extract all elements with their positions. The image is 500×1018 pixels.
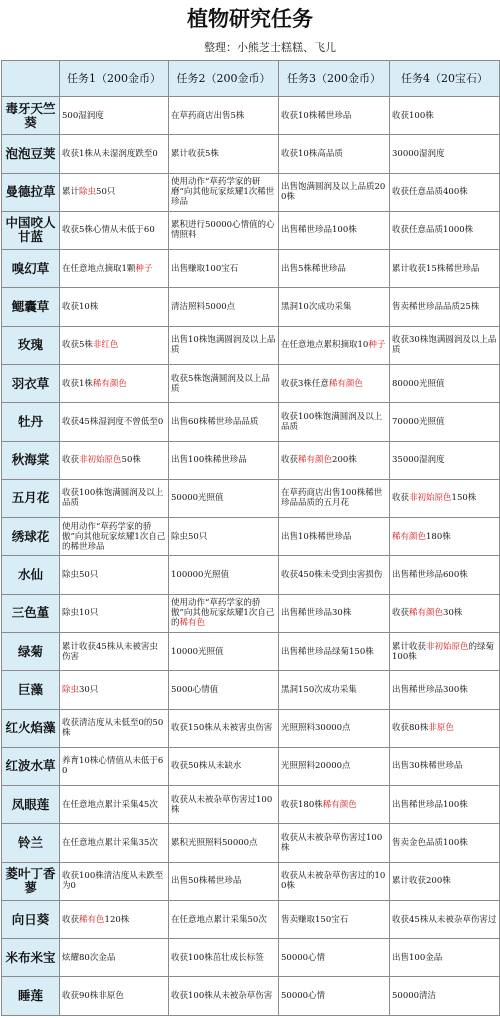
table-row	[2, 250, 500, 288]
task-text: 收获30株饱满圆润及以上品质	[392, 335, 497, 356]
highlight-text: 稀有色	[179, 618, 206, 629]
task-text: 出售稀世珍品30株	[281, 608, 352, 619]
task-cell-4	[390, 173, 500, 211]
plant-name: 红波水草	[2, 747, 60, 785]
task-text: 收获3株任意	[281, 378, 329, 389]
task-text: 收获80株	[392, 723, 429, 734]
task-text: 出售稀世珍品绿菊150株	[281, 646, 374, 657]
plant-name: 巨藻	[2, 671, 60, 709]
plant-name: 向日葵	[2, 900, 60, 938]
task-cell-4	[390, 900, 500, 938]
task-text: 收获5株饱满圆润及以上品质	[171, 373, 270, 394]
task-cell-2	[169, 862, 279, 900]
table-row	[2, 211, 500, 249]
plant-name: 铃兰	[2, 824, 60, 862]
task-cell-2	[169, 326, 279, 364]
task-cell-4	[390, 671, 500, 709]
task-text: 养育10株心情值从未低于60	[62, 756, 164, 777]
page-subtitle: 整理：小熊芝士糕糕、飞儿	[204, 41, 336, 54]
task-text: 30000湿润度	[392, 148, 445, 159]
task-cell-4	[390, 403, 500, 441]
task-text: 70000光照值	[392, 416, 445, 427]
highlight-text: 非初始原色	[79, 455, 122, 466]
table-row	[2, 747, 500, 785]
task-cell-3	[279, 441, 390, 479]
table-row	[2, 977, 500, 1016]
task-text: 在任意地点累计采集45次	[62, 799, 158, 810]
task-text: 收获100株饱满圆润及以上品质	[281, 411, 383, 432]
task-cell-4	[390, 479, 500, 517]
task-cell-1	[60, 211, 169, 249]
task-text: 500湿润度	[62, 110, 104, 121]
task-text: 的绿菊100株	[392, 641, 495, 662]
task-text: 累计	[62, 187, 80, 198]
task-text: 收获45株从未被杂草伤害过	[392, 914, 497, 925]
task-text: 售卖稀世珍品品质25株	[392, 302, 480, 313]
highlight-text: 稀有颜色	[409, 608, 444, 619]
task-text: 收获100株清洁度从未跌至为0	[62, 871, 164, 892]
highlight-text: 种子	[368, 340, 386, 351]
task-text: 200株	[332, 455, 357, 466]
task-text: 出售50株稀世珍品	[171, 876, 242, 887]
task-text: 5000心情值	[171, 684, 219, 695]
plant-name: 曼德拉草	[2, 173, 60, 211]
task-cell-4	[390, 211, 500, 249]
task-cell-4	[390, 518, 500, 556]
plant-name: 羽衣草	[2, 364, 60, 402]
task-cell-1	[60, 97, 169, 135]
task-cell-4	[390, 441, 500, 479]
plant-name: 泡泡豆荚	[2, 135, 60, 173]
task-text: 收获100株饱满圆润及以上品质	[62, 488, 164, 509]
task-cell-3	[279, 288, 390, 326]
table-row	[2, 594, 500, 632]
task-cell-4	[390, 862, 500, 900]
task-text: 收获10株稀世珍品	[281, 110, 352, 121]
task-cell-4	[390, 326, 500, 364]
table-row	[2, 135, 500, 173]
task-text: 出售赚取100宝石	[171, 263, 239, 274]
task-text: 收获90株非原色	[62, 991, 124, 1002]
table-body	[2, 97, 500, 1016]
task-cell-3	[279, 326, 390, 364]
task-cell-1	[60, 479, 169, 517]
task-text: 收获5株	[62, 340, 93, 351]
task-cell-4	[390, 135, 500, 173]
task-cell-3	[279, 900, 390, 938]
task-text: 除虫50只	[62, 570, 99, 581]
plant-name: 凤眼莲	[2, 786, 60, 824]
task-cell-2	[169, 479, 279, 517]
task-cell-4	[390, 632, 500, 670]
task-text: 出售100株稀世珍品	[171, 455, 247, 466]
task-cell-3	[279, 709, 390, 747]
plant-name: 玫瑰	[2, 326, 60, 364]
task-cell-3	[279, 211, 390, 249]
task-text: 使用动作“草药学家的骄傲”向其他玩家炫耀1次自己的	[171, 598, 275, 629]
table-row	[2, 364, 500, 402]
task-text: 收获	[62, 914, 80, 925]
task-text: 出售10株饱满圆润及以上品质	[171, 335, 276, 356]
task-text: 收获45株湿润度不曾低至0	[62, 416, 164, 427]
plant-name: 红火焰藻	[2, 709, 60, 747]
task-text: 出售稀世珍品300株	[392, 684, 468, 695]
task-cell-4	[390, 288, 500, 326]
table-row	[2, 326, 500, 364]
highlight-text: 稀有颜色	[298, 455, 333, 466]
task-text: 收获从未被杂草伤害过的100株	[281, 871, 386, 892]
task-cell-3	[279, 862, 390, 900]
table-row	[2, 479, 500, 517]
plant-name: 毒牙天竺葵	[2, 97, 60, 135]
plant-name: 三色堇	[2, 594, 60, 632]
highlight-text: 非初始原色	[409, 493, 452, 504]
task-cell-2	[169, 977, 279, 1016]
task-text: 出售100金品	[392, 952, 443, 963]
header-task-4: 任务4（20宝石）	[390, 61, 500, 97]
task-cell-4	[390, 250, 500, 288]
task-cell-1	[60, 364, 169, 402]
plant-name: 嗅幻草	[2, 250, 60, 288]
task-cell-4	[390, 786, 500, 824]
plant-name: 绣球花	[2, 518, 60, 556]
task-cell-2	[169, 709, 279, 747]
task-cell-3	[279, 594, 390, 632]
task-text: 收获5株心情从未低于60	[62, 225, 155, 236]
highlight-text: 非初始原色	[426, 641, 469, 652]
task-cell-2	[169, 594, 279, 632]
task-text: 收获1株从未湿润度跌至0	[62, 148, 158, 159]
task-text: 50只	[96, 187, 116, 198]
task-cell-2	[169, 786, 279, 824]
task-text: 出售60株稀世珍品品质	[171, 416, 259, 427]
task-text: 收获450株未受到虫害损伤	[281, 570, 383, 581]
task-text: 30株	[443, 608, 463, 619]
task-text: 30只	[79, 684, 99, 695]
task-cell-3	[279, 364, 390, 402]
highlight-text: 除虫	[79, 187, 97, 198]
table-row	[2, 824, 500, 862]
task-cell-4	[390, 709, 500, 747]
highlight-text: 稀有颜色	[92, 378, 127, 389]
plant-name: 水仙	[2, 556, 60, 594]
task-cell-3	[279, 786, 390, 824]
task-text: 收获	[392, 493, 410, 504]
plant-name: 牡丹	[2, 403, 60, 441]
task-text: 80000光照值	[392, 378, 445, 389]
task-text: 100000光照值	[171, 570, 229, 581]
task-text: 累计收获5株	[171, 148, 219, 159]
task-cell-2	[169, 364, 279, 402]
task-text: 收获100株	[392, 110, 434, 121]
task-cell-1	[60, 939, 169, 977]
task-text: 黑洞150次成功采集	[281, 684, 357, 695]
task-text: 出售30株稀世珍品	[392, 761, 463, 772]
task-cell-1	[60, 900, 169, 938]
task-text: 150株	[451, 493, 477, 504]
task-cell-2	[169, 173, 279, 211]
task-cell-2	[169, 250, 279, 288]
task-cell-1	[60, 747, 169, 785]
task-cell-2	[169, 135, 279, 173]
task-text: 收获180株	[281, 799, 323, 810]
task-text: 收获清洁度从未低至0的50株	[62, 718, 164, 739]
task-cell-2	[169, 939, 279, 977]
plant-name: 秋海棠	[2, 441, 60, 479]
task-text: 在任意地点累积摘取10	[281, 340, 369, 351]
task-cell-4	[390, 364, 500, 402]
task-text: 使用动作“草药学家的研磨”向其他玩家炫耀1次稀世珍品	[171, 177, 275, 208]
task-text: 收获150株从未被害虫伤害	[171, 723, 273, 734]
task-cell-3	[279, 939, 390, 977]
task-cell-1	[60, 556, 169, 594]
page-title: 植物研究任务	[187, 6, 313, 31]
task-text: 50株	[121, 455, 141, 466]
task-cell-2	[169, 288, 279, 326]
task-cell-2	[169, 671, 279, 709]
task-text: 50000光照值	[171, 493, 224, 504]
task-text: 收获从未被杂草伤害过100株	[171, 794, 273, 815]
task-cell-3	[279, 479, 390, 517]
task-cell-2	[169, 900, 279, 938]
task-cell-3	[279, 824, 390, 862]
task-cell-4	[390, 824, 500, 862]
header-corner	[2, 61, 60, 97]
table-row	[2, 786, 500, 824]
highlight-text: 非原色	[428, 723, 454, 734]
header-task-1: 任务1（200金币）	[60, 61, 169, 97]
task-cell-4	[390, 939, 500, 977]
task-text: 收获10株高品质	[281, 148, 343, 159]
task-cell-4	[390, 97, 500, 135]
task-text: 收获	[62, 455, 80, 466]
task-cell-1	[60, 518, 169, 556]
task-text: 50000心情	[281, 952, 326, 963]
highlight-text: 除虫	[62, 684, 80, 695]
task-cell-1	[60, 135, 169, 173]
task-text: 收获100株从未被杂草伤害	[171, 991, 273, 1002]
plant-name: 菱叶丁香蓼	[2, 862, 60, 900]
task-cell-1	[60, 824, 169, 862]
header-task-2: 任务2（200金币）	[169, 61, 279, 97]
task-text: 使用动作“草药学家的骄傲”向其他玩家炫耀1次自己的稀世珍品	[62, 521, 166, 552]
task-cell-1	[60, 671, 169, 709]
task-cell-2	[169, 441, 279, 479]
plant-name: 绿菊	[2, 632, 60, 670]
task-cell-4	[390, 747, 500, 785]
task-cell-2	[169, 632, 279, 670]
plant-name: 鳃囊草	[2, 288, 60, 326]
task-cell-1	[60, 250, 169, 288]
task-text: 黑洞10次成功采集	[281, 302, 352, 313]
task-cell-1	[60, 862, 169, 900]
task-cell-1	[60, 326, 169, 364]
task-text: 除虫50只	[171, 531, 208, 542]
table-row	[2, 632, 500, 670]
task-text: 累积进行50000心情值的心情照料	[171, 220, 275, 241]
task-text: 180株	[426, 531, 451, 542]
task-text: 累计收获200株	[392, 876, 451, 887]
table-row	[2, 173, 500, 211]
task-cell-3	[279, 671, 390, 709]
task-text: 在任意地点累计采集35次	[62, 837, 158, 848]
highlight-text: 稀有颜色	[322, 799, 357, 810]
task-text: 收获50株从未缺水	[171, 761, 242, 772]
highlight-text: 稀有颜色	[328, 378, 363, 389]
task-cell-2	[169, 211, 279, 249]
task-cell-3	[279, 250, 390, 288]
table-row	[2, 556, 500, 594]
task-cell-1	[60, 709, 169, 747]
task-cell-2	[169, 518, 279, 556]
task-text: 光照照料30000点	[281, 723, 351, 734]
task-text: 出售5株稀世珍品	[281, 263, 346, 274]
task-cell-1	[60, 403, 169, 441]
task-text: 出售稀世珍品600株	[392, 570, 468, 581]
table-header-row	[2, 61, 500, 97]
task-cell-3	[279, 97, 390, 135]
task-cell-3	[279, 518, 390, 556]
task-cell-1	[60, 786, 169, 824]
task-cell-2	[169, 403, 279, 441]
plant-name: 米布米宝	[2, 939, 60, 977]
task-text: 收获任意品质400株	[392, 187, 468, 198]
task-cell-2	[169, 556, 279, 594]
task-cell-3	[279, 632, 390, 670]
task-text: 累计收获45株从未被害虫伤害	[62, 641, 158, 662]
task-cell-3	[279, 173, 390, 211]
task-text: 50000心情	[281, 991, 326, 1002]
header-task-3: 任务3（200金币）	[279, 61, 390, 97]
task-text: 累计收获	[392, 641, 427, 652]
table-row	[2, 518, 500, 556]
task-text: 累计收获15株稀世珍品	[392, 263, 480, 274]
task-table	[1, 60, 500, 1016]
task-cell-3	[279, 977, 390, 1016]
task-text: 光照照料20000点	[281, 761, 351, 772]
plant-name: 睡莲	[2, 977, 60, 1016]
task-text: 收获	[281, 455, 299, 466]
task-cell-4	[390, 977, 500, 1016]
task-cell-1	[60, 441, 169, 479]
task-cell-2	[169, 824, 279, 862]
table-row	[2, 709, 500, 747]
task-text: 收获	[392, 608, 410, 619]
table-row	[2, 403, 500, 441]
task-cell-3	[279, 747, 390, 785]
task-cell-1	[60, 977, 169, 1016]
table-row	[2, 97, 500, 135]
task-text: 50000清洁	[392, 991, 437, 1002]
task-text: 收获100株茁壮成长标签	[171, 952, 264, 963]
table-row	[2, 441, 500, 479]
task-text: 出售10株稀世珍品	[281, 531, 352, 542]
task-text: 售卖金色品质100株	[392, 837, 468, 848]
task-cell-3	[279, 556, 390, 594]
task-text: 收获从未被杂草伤害过100株	[281, 832, 383, 853]
table-row	[2, 862, 500, 900]
task-text: 收获10株	[62, 302, 99, 313]
task-text: 售卖赚取150宝石	[281, 914, 349, 925]
table-row	[2, 288, 500, 326]
task-text: 在任意地点摘取1颗	[62, 263, 136, 274]
task-cell-4	[390, 556, 500, 594]
task-text: 35000湿润度	[392, 455, 445, 466]
task-text: 收获任意品质1000株	[392, 225, 474, 236]
task-text: 120株	[104, 914, 130, 925]
task-text: 除虫10只	[62, 608, 99, 619]
task-cell-1	[60, 173, 169, 211]
highlight-text: 稀有色	[79, 914, 105, 925]
task-text: 收获1株	[62, 378, 93, 389]
table-row	[2, 671, 500, 709]
task-cell-1	[60, 594, 169, 632]
task-cell-2	[169, 97, 279, 135]
plant-name: 五月花	[2, 479, 60, 517]
highlight-text: 种子	[135, 263, 153, 274]
task-text: 出售饱满圆润及以上品质200株	[281, 182, 386, 203]
task-cell-4	[390, 594, 500, 632]
plant-name: 中国咬人甘蓝	[2, 211, 60, 249]
task-text: 在草药商店出售5株	[171, 110, 245, 121]
task-text: 在草药商店出售100株稀世珍品品质的五月花	[281, 488, 383, 509]
highlight-text: 稀有颜色	[392, 531, 427, 542]
table-row	[2, 939, 500, 977]
task-text: 在任意地点累计采集50次	[171, 914, 267, 925]
task-cell-3	[279, 135, 390, 173]
task-cell-1	[60, 288, 169, 326]
task-cell-2	[169, 747, 279, 785]
task-text: 出售稀世珍品100株	[281, 225, 357, 236]
task-text: 累积光照照料50000点	[171, 837, 258, 848]
task-text: 出售稀世珍品100株	[392, 799, 468, 810]
task-text: 10000光照值	[171, 646, 224, 657]
task-cell-1	[60, 632, 169, 670]
table-row	[2, 900, 500, 938]
highlight-text: 非红色	[92, 340, 119, 351]
task-text: 清洁照料5000点	[171, 302, 236, 313]
task-cell-3	[279, 403, 390, 441]
task-text: 炫耀80次金品	[62, 952, 116, 963]
